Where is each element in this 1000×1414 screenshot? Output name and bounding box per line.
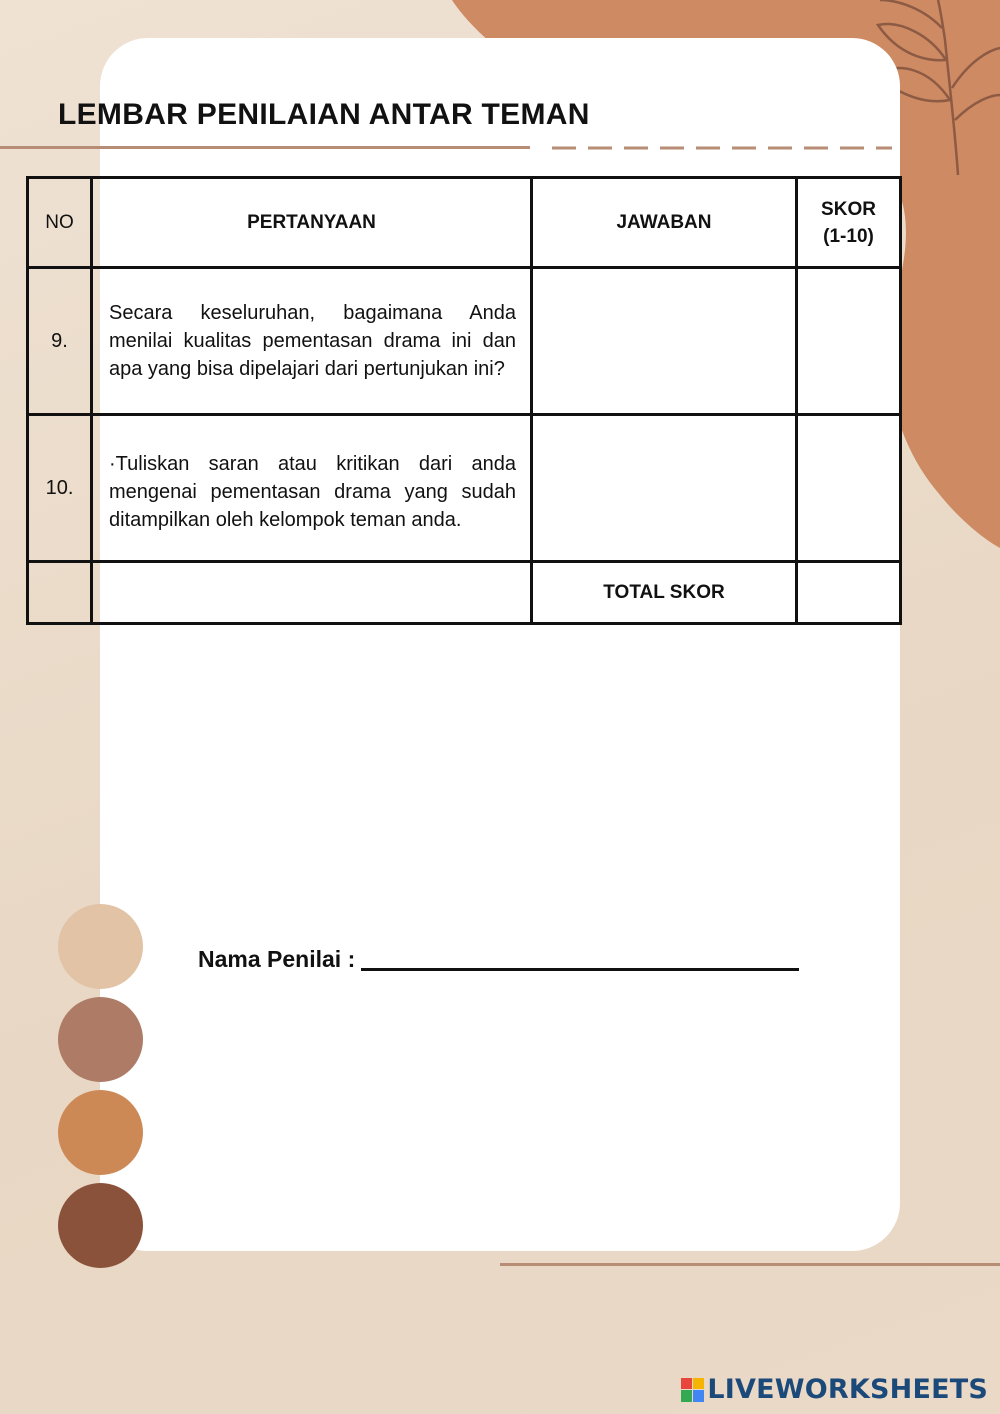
row-number: 9. — [28, 268, 92, 415]
header-score-line1: SKOR — [821, 198, 876, 220]
liveworksheets-logo — [681, 1374, 988, 1405]
evaluator-name-field — [198, 946, 799, 973]
assessment-table — [26, 176, 902, 625]
table-row — [28, 268, 901, 415]
title-underline — [0, 146, 530, 149]
dashed-line — [552, 145, 892, 151]
table-row — [28, 415, 901, 562]
header-question: PERTANYAAN — [92, 178, 532, 268]
bottom-line — [500, 1263, 1000, 1266]
header-answer: JAWABAN — [532, 178, 797, 268]
color-swatch-2 — [58, 997, 143, 1082]
question-text: Secara keseluruhan, bagaimana Anda menilai kualitas pementasan drama ini dan apa yang bisa dipelajari dari pertunjukan ini? — [92, 268, 532, 415]
row-number: 10. — [28, 415, 92, 562]
answer-cell[interactable] — [532, 268, 797, 415]
logo-grid-icon — [681, 1378, 703, 1402]
question-text: ·Tuliskan saran atau kritikan dari anda mengenai pementasan drama yang sudah ditampilkan oleh kelompok teman anda. — [92, 415, 532, 562]
logo-text: LIVEWORKSHEETS — [707, 1374, 988, 1405]
total-score-label: TOTAL SKOR — [532, 562, 797, 624]
color-swatch-1 — [58, 904, 143, 989]
table-header-row — [28, 178, 901, 268]
empty-cell — [92, 562, 532, 624]
total-row — [28, 562, 901, 624]
page-title: LEMBAR PENILAIAN ANTAR TEMAN — [58, 98, 590, 131]
color-swatch-3 — [58, 1090, 143, 1175]
evaluator-name-blank[interactable] — [361, 946, 799, 971]
empty-cell — [28, 562, 92, 624]
header-no: NO — [28, 178, 92, 268]
color-swatch-4 — [58, 1183, 143, 1268]
header-score — [797, 178, 901, 268]
score-cell[interactable] — [797, 268, 901, 415]
total-score-cell[interactable] — [797, 562, 901, 624]
evaluator-name-label: Nama Penilai : — [198, 946, 356, 972]
header-score-line2: (1-10) — [823, 225, 874, 247]
score-cell[interactable] — [797, 415, 901, 562]
answer-cell[interactable] — [532, 415, 797, 562]
